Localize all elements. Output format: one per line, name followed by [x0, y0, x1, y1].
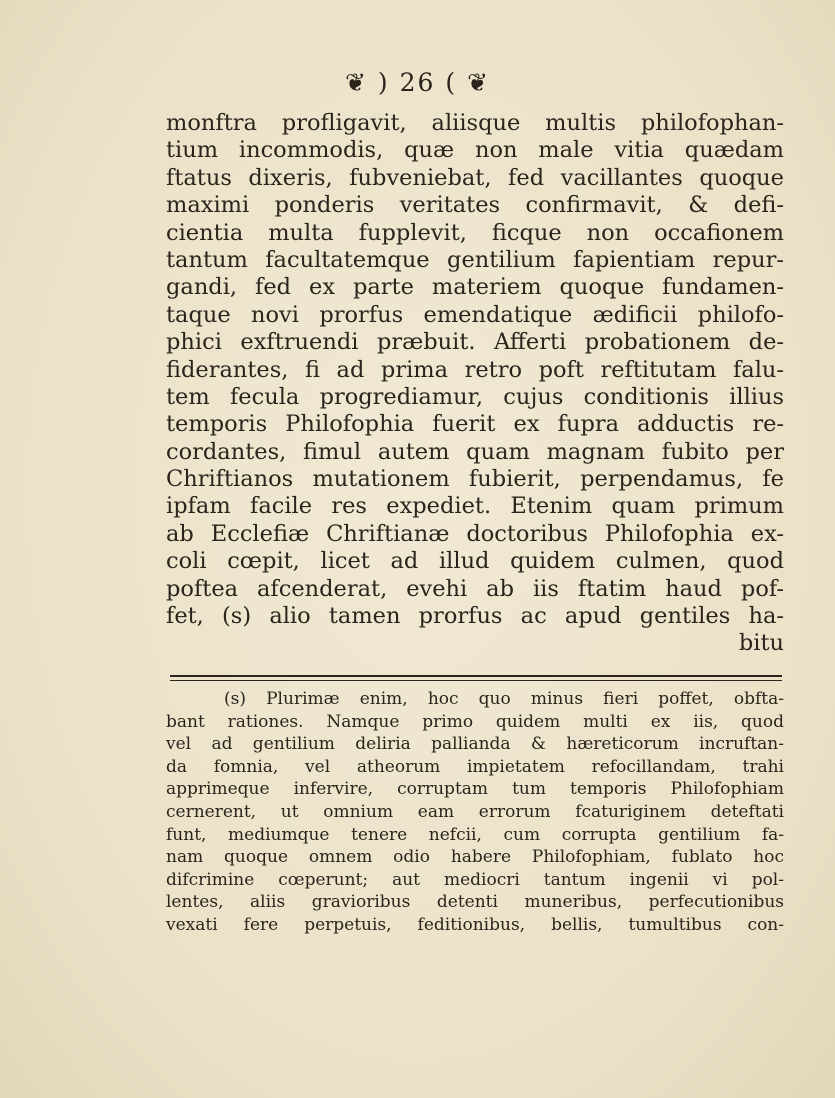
footnote-divider — [170, 675, 782, 681]
page-header: ❦ ) 26 ( ❦ — [345, 68, 490, 97]
text-line: ftatus dixeris, fubveniebat, fed vacillantes quoque — [166, 164, 784, 191]
text-line: ab Ecclefiæ Chriftianæ doctoribus Philofophia ex- — [166, 520, 784, 547]
footnote-line: apprimeque infervire, corruptam tum temporis Philofophiam — [166, 779, 784, 800]
text-line: Chriftianos mutationem fubierit, perpendamus, fe — [166, 466, 784, 493]
footnote-line: lentes, aliis gravioribus detenti muneribus, perfecutionibus — [166, 892, 784, 913]
footnote-line: vexati fere perpetuis, feditionibus, bellis, tumultibus con- — [166, 914, 784, 935]
text-line: fet, (s) alio tamen prorfus ac apud gentiles ha- — [166, 603, 784, 630]
text-line: tium incommodis, quæ non male vitia quædam — [166, 137, 784, 164]
footnote-line: nam quoque omnem odio habere Philofophiam, fublato hoc — [166, 847, 784, 868]
text-line: taque novi prorfus emendatique ædificii philofo- — [166, 301, 784, 328]
text-line: tantum facultatemque gentilium fapientiam repur- — [166, 246, 784, 273]
text-line: temporis Philofophia fuerit ex fupra adductis re- — [166, 411, 784, 438]
text-line: gandi, fed ex parte materiem quoque fundamen- — [166, 274, 784, 301]
text-line: cordantes, fimul autem quam magnam fubito per — [166, 438, 784, 465]
catchword: bitu — [738, 630, 784, 657]
footnote-line: funt, mediumque tenere nefcii, cum corrupta gentilium fa- — [166, 824, 784, 845]
text-line: ipfam facile res expediet. Etenim quam primum — [166, 493, 784, 520]
footnote-line: cernerent, ut omnium eam errorum fcaturiginem deteftati — [166, 801, 784, 822]
text-line: maximi ponderis veritates confirmavit, & defi- — [166, 192, 784, 219]
text-line: coli cœpit, licet ad illud quidem culmen, quod — [166, 548, 784, 575]
text-line: monftra profligavit, aliisque multis philofophan- — [166, 110, 784, 136]
text-line: cientia multa fupplevit, ficque non occafionem — [166, 219, 784, 246]
text-line: poftea afcenderat, evehi ab iis ftatim haud pof- — [166, 575, 784, 602]
text-line: phici exftruendi præbuit. Afferti probationem de- — [166, 329, 784, 356]
main-text — [166, 110, 784, 658]
footnote-line: difcrimine cœperunt; aut mediocri tantum ingenii vi pol- — [166, 869, 784, 890]
footnote — [166, 688, 784, 937]
footnote-line: bant rationes. Namque primo quidem multi ex iis, quod — [166, 711, 784, 732]
text-line: fiderantes, fi ad prima retro poft reftitutam falu- — [166, 356, 784, 383]
footnote-line: (s) Plurimæ enim, hoc quo minus fieri poffet, obfta- — [224, 689, 784, 709]
footnote-line: vel ad gentilium deliria pallianda & hæreticorum incruftan- — [166, 734, 784, 755]
text-line: tem fecula progrediamur, cujus conditionis illius — [166, 383, 784, 410]
footnote-line: da fomnia, vel atheorum impietatem refocillandam, trahi — [166, 756, 784, 777]
